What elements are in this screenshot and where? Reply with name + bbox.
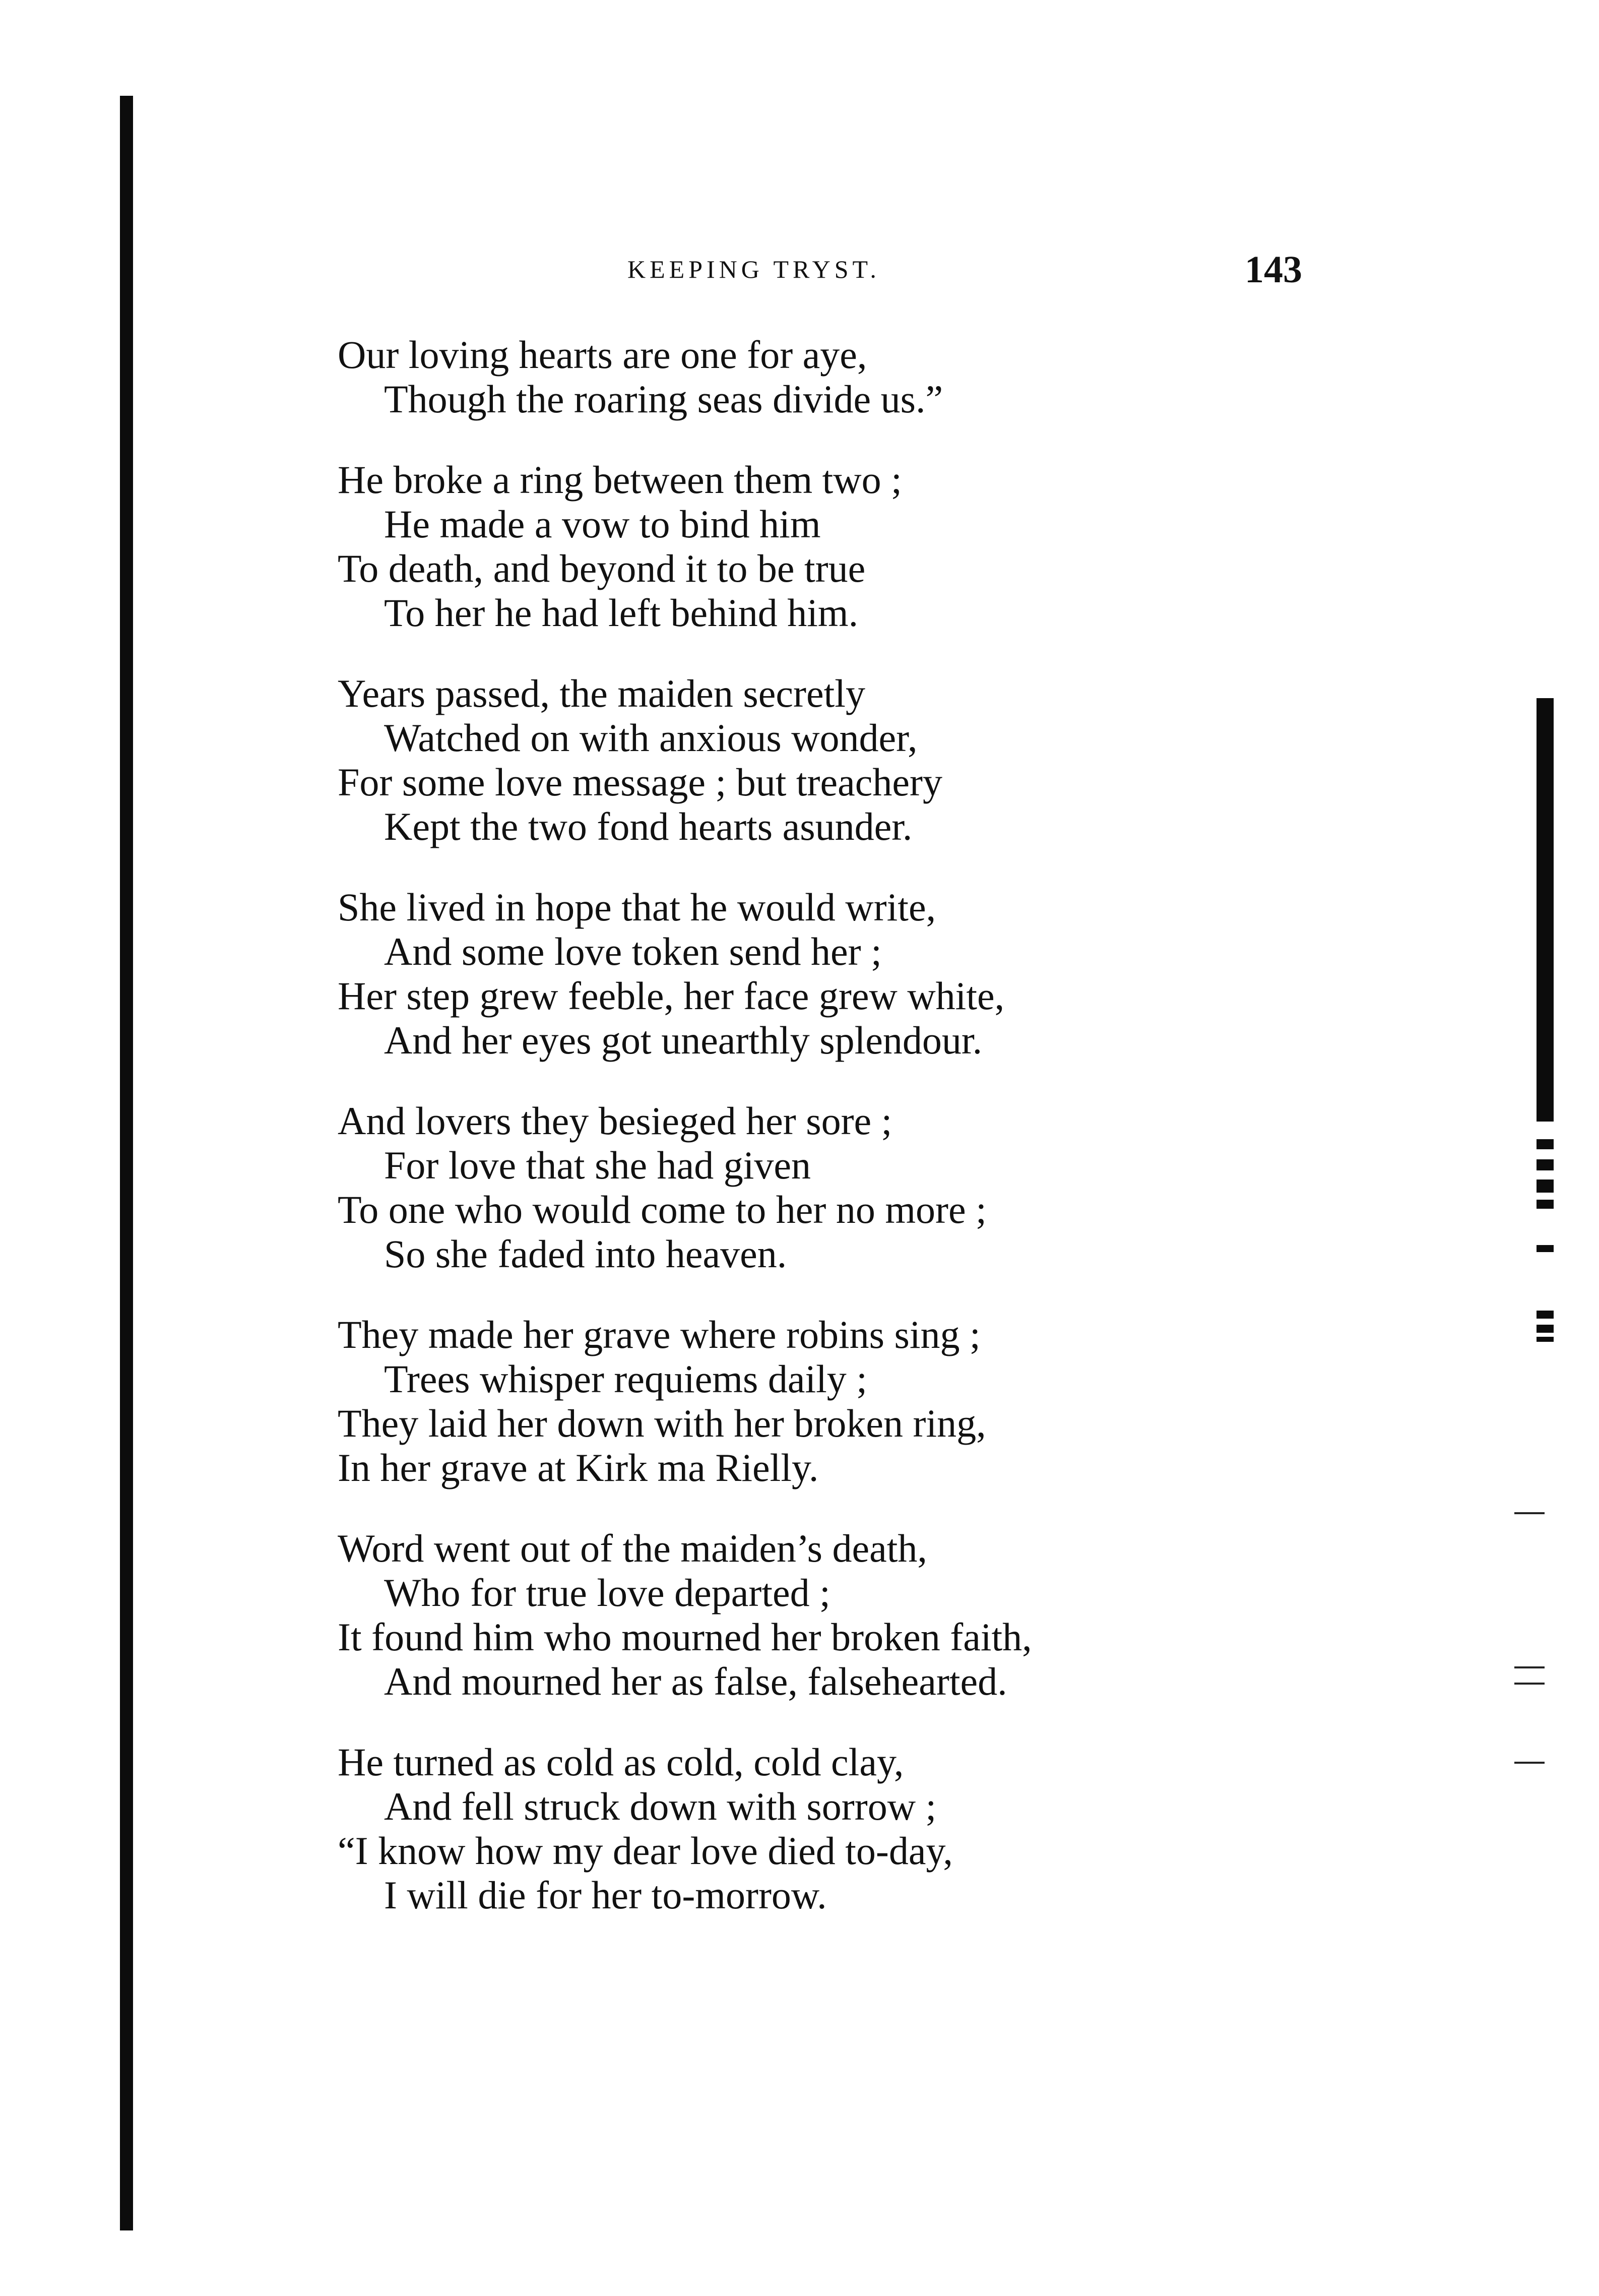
poem-line: In her grave at Kirk ma Rielly. bbox=[338, 1446, 819, 1490]
poem-line: They made her grave where robins sing ; bbox=[338, 1313, 981, 1356]
running-title: KEEPING TRYST. bbox=[627, 255, 880, 283]
poem-line: They laid her down with her broken ring, bbox=[338, 1401, 986, 1445]
stanza bbox=[338, 1099, 1396, 1276]
page-number: 143 bbox=[1245, 249, 1302, 291]
poem-line: I will die for her to-morrow. bbox=[384, 1873, 827, 1917]
poem-line: So she faded into heaven. bbox=[384, 1232, 787, 1276]
stanza bbox=[338, 885, 1396, 1063]
poem-line: And lovers they besieged her sore ; bbox=[338, 1099, 892, 1143]
poem-line: Trees whisper requiems daily ; bbox=[384, 1357, 867, 1401]
poem-line: Though the roaring seas divide us.” bbox=[384, 377, 943, 421]
poem-line: “I know how my dear love died to-day, bbox=[338, 1829, 953, 1873]
poem-line: And some love token send her ; bbox=[384, 929, 882, 973]
poem-line: Watched on with anxious wonder, bbox=[384, 716, 918, 760]
poem-line: To her he had left behind him. bbox=[384, 591, 859, 635]
stanza bbox=[338, 1526, 1396, 1704]
poem-line: Word went out of the maiden’s death, bbox=[338, 1526, 927, 1570]
stanza bbox=[338, 671, 1396, 849]
stanza bbox=[338, 1740, 1396, 1917]
poem-line: He broke a ring between them two ; bbox=[338, 458, 902, 502]
poem-line: For some love message ; but treachery bbox=[338, 760, 942, 804]
poem-line: To one who would come to her no more ; bbox=[338, 1188, 987, 1231]
poem-line: Her step grew feeble, her face grew white, bbox=[338, 974, 1005, 1018]
poem-line: He turned as cold as cold, cold clay, bbox=[338, 1740, 904, 1784]
stanza bbox=[338, 333, 1396, 421]
stanza bbox=[338, 1313, 1396, 1490]
poem-line: Our loving hearts are one for aye, bbox=[338, 333, 867, 377]
poem-line: To death, and beyond it to be true bbox=[338, 546, 866, 590]
poem-line: For love that she had given bbox=[384, 1143, 811, 1187]
poem-line: And fell struck down with sorrow ; bbox=[384, 1784, 937, 1828]
poem-line: He made a vow to bind him bbox=[384, 502, 821, 546]
poem-line: Years passed, the maiden secretly bbox=[338, 671, 865, 715]
poem-line: And mourned her as false, falsehearted. bbox=[384, 1659, 1007, 1703]
poem-line: It found him who mourned her broken faith, bbox=[338, 1615, 1032, 1659]
poem-line: She lived in hope that he would write, bbox=[338, 885, 936, 929]
page-binding-edge bbox=[120, 96, 133, 2230]
poem-line: Kept the two fond hearts asunder. bbox=[384, 804, 913, 848]
poem-line: Who for true love departed ; bbox=[384, 1571, 830, 1615]
stanza bbox=[338, 458, 1396, 635]
poem bbox=[338, 333, 1396, 1954]
poem-line: And her eyes got unearthly splendour. bbox=[384, 1018, 983, 1062]
